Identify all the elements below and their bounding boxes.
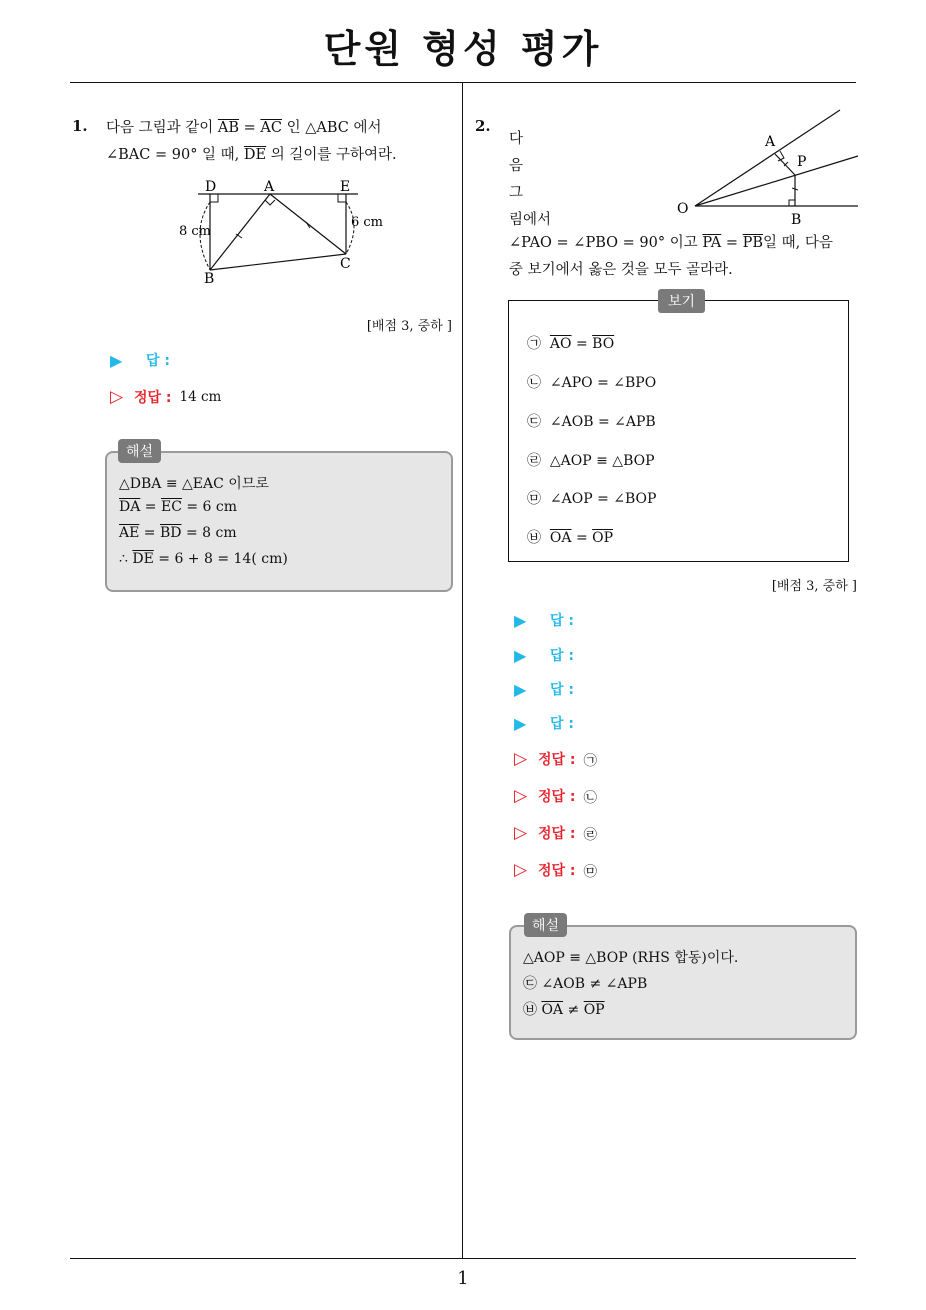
ray-oa (695, 110, 840, 206)
segment-ab: $\overline{AB}$ (217, 120, 240, 136)
segment-pa-text: $\overline{PA}$ (702, 235, 722, 251)
label-length-6cm: 6 cm (351, 215, 384, 230)
q1-line-1: 다음 그림과 같이 $\overline{AB} = \overline{AC}$ 인 △ABC 에서 (106, 120, 382, 136)
answer-marker-icon: ▶ (514, 645, 527, 665)
q2-line-2: ∠PAO = ∠PBO = 90° 이고 $\overline{PA} = \overline{PB}$일 때, 다음 (509, 235, 833, 251)
answer-label: 답 : (146, 353, 170, 369)
segment-de: $\overline{DE}$ (243, 147, 267, 163)
answer-marker-icon: ▶ (110, 350, 123, 370)
right-angle-b (789, 200, 795, 206)
ray-op (695, 156, 858, 206)
page-number: 1 (457, 1268, 469, 1289)
q2-exp-line-1: △AOP ≡ △BOP (RHS 합동)이다. (523, 950, 739, 966)
answer-marker-icon: ▶ (514, 610, 527, 630)
footer-rule (70, 1258, 856, 1259)
segment-pb-text: $\overline{PB}$ (742, 235, 764, 251)
correct-value: 14 cm (179, 389, 222, 405)
q2-answer-row-3: ▶ 답 : (514, 679, 574, 699)
page-title: 단원 형성 평가 (323, 27, 603, 71)
label-d: D (205, 179, 217, 195)
right-angle-e (338, 194, 346, 202)
correct-marker-icon: ▷ (514, 786, 528, 806)
q2-correct-row-1: ▷ 정답 : ㉠ (514, 749, 598, 769)
q1-exp-line-1: △DBA ≡ △EAC 이므로 (119, 476, 269, 492)
label-a: A (264, 179, 275, 195)
correct-marker-icon: ▷ (514, 749, 528, 769)
bogi-item-3: ㉢ ∠AOB = ∠APB (527, 414, 656, 430)
label-length-8cm: 8 cm (179, 224, 212, 239)
q1-exp-line-4: ∴ $\overline{DE} = 6 + 8 = 14$( cm) (119, 551, 288, 567)
q2-explanation-box (509, 925, 857, 1040)
bogi-item-2: ㉡ ∠APO = ∠BPO (527, 375, 657, 391)
q2-answer-row-1: ▶ 답 : (514, 610, 574, 630)
q2-correct-row-4: ▷ 정답 : ㉤ (514, 860, 598, 880)
q2-correct-row-3: ▷ 정답 : ㉣ (514, 823, 598, 843)
q2-score: [배점 3, 중하 ] (771, 579, 857, 594)
q2-text (509, 230, 869, 284)
segment-ac: $\overline{AC}$ (260, 120, 282, 136)
q2-exp-line-3: ㉥ $\overline{OA} \ne \overline{OP}$ (523, 1002, 605, 1018)
correct-label: 정답 : (134, 390, 172, 406)
right-angle-d (210, 194, 218, 202)
q1-explanation-box (105, 451, 453, 592)
q2-figure (670, 104, 862, 230)
line-ab (210, 194, 270, 270)
bogi-item-5: ㉤ ∠AOP = ∠BOP (527, 491, 657, 507)
q1-exp-line-2: $\overline{DA} = \overline{EC} = 6$ cm (119, 499, 238, 515)
line-ac (270, 194, 346, 254)
label-a: A (765, 134, 776, 150)
q2-answer-row-4: ▶ 답 : (514, 713, 574, 733)
q2-answer-row-2: ▶ 답 : (514, 645, 574, 665)
answer-marker-icon: ▶ (514, 679, 527, 699)
label-b: B (204, 271, 215, 287)
label-o: O (677, 201, 689, 217)
label-e: E (340, 179, 351, 195)
bogi-item-6: ㉥ $\overline{OA} = \overline{OP}$ (527, 530, 614, 546)
q1-line-2: ∠BAC = 90° 일 때, $\overline{DE}$ 의 길이를 구하여라. (106, 147, 397, 163)
correct-marker-icon: ▷ (110, 387, 124, 407)
label-p: P (797, 154, 807, 170)
bogi-item-4: ㉣ △AOP ≡ △BOP (527, 453, 655, 469)
q1-explanation-tag: 해설 (118, 439, 161, 463)
q1-exp-line-3: $\overline{AE} = \overline{BD} = 8$ cm (119, 525, 237, 541)
label-b: B (791, 212, 802, 228)
right-angle-a (265, 200, 275, 205)
bogi-item-1: ㉠ $\overline{AO} = \overline{BO}$ (527, 336, 615, 352)
line-bc (210, 254, 346, 270)
q1-answer-row (110, 350, 170, 370)
q1-text (106, 115, 451, 169)
label-c: C (340, 256, 351, 272)
q2-stacked-text: 다 음 그 림에서 (509, 131, 552, 228)
q2-bogi-tag: 보기 (658, 289, 705, 313)
q2-bogi-box (508, 300, 849, 562)
correct-marker-icon: ▷ (514, 823, 528, 843)
q1-number: 1. (72, 117, 88, 135)
q1-figure (170, 175, 390, 290)
q2-explanation-tag: 해설 (524, 913, 567, 937)
q2-line-3: 중 보기에서 옳은 것을 모두 골라라. (509, 262, 733, 278)
column-divider (462, 83, 463, 1258)
q2-correct-row-2: ▷ 정답 : ㉡ (514, 786, 598, 806)
answer-marker-icon: ▶ (514, 713, 527, 733)
q2-number: 2. (475, 117, 491, 135)
q1-correct-row (110, 387, 221, 407)
q1-score: [배점 3, 중하 ] (366, 319, 452, 334)
q2-exp-line-2: ㉢ ∠AOB ≠ ∠APB (523, 976, 648, 992)
header-rule (70, 82, 856, 83)
correct-marker-icon: ▷ (514, 860, 528, 880)
right-angle-a (778, 151, 784, 161)
